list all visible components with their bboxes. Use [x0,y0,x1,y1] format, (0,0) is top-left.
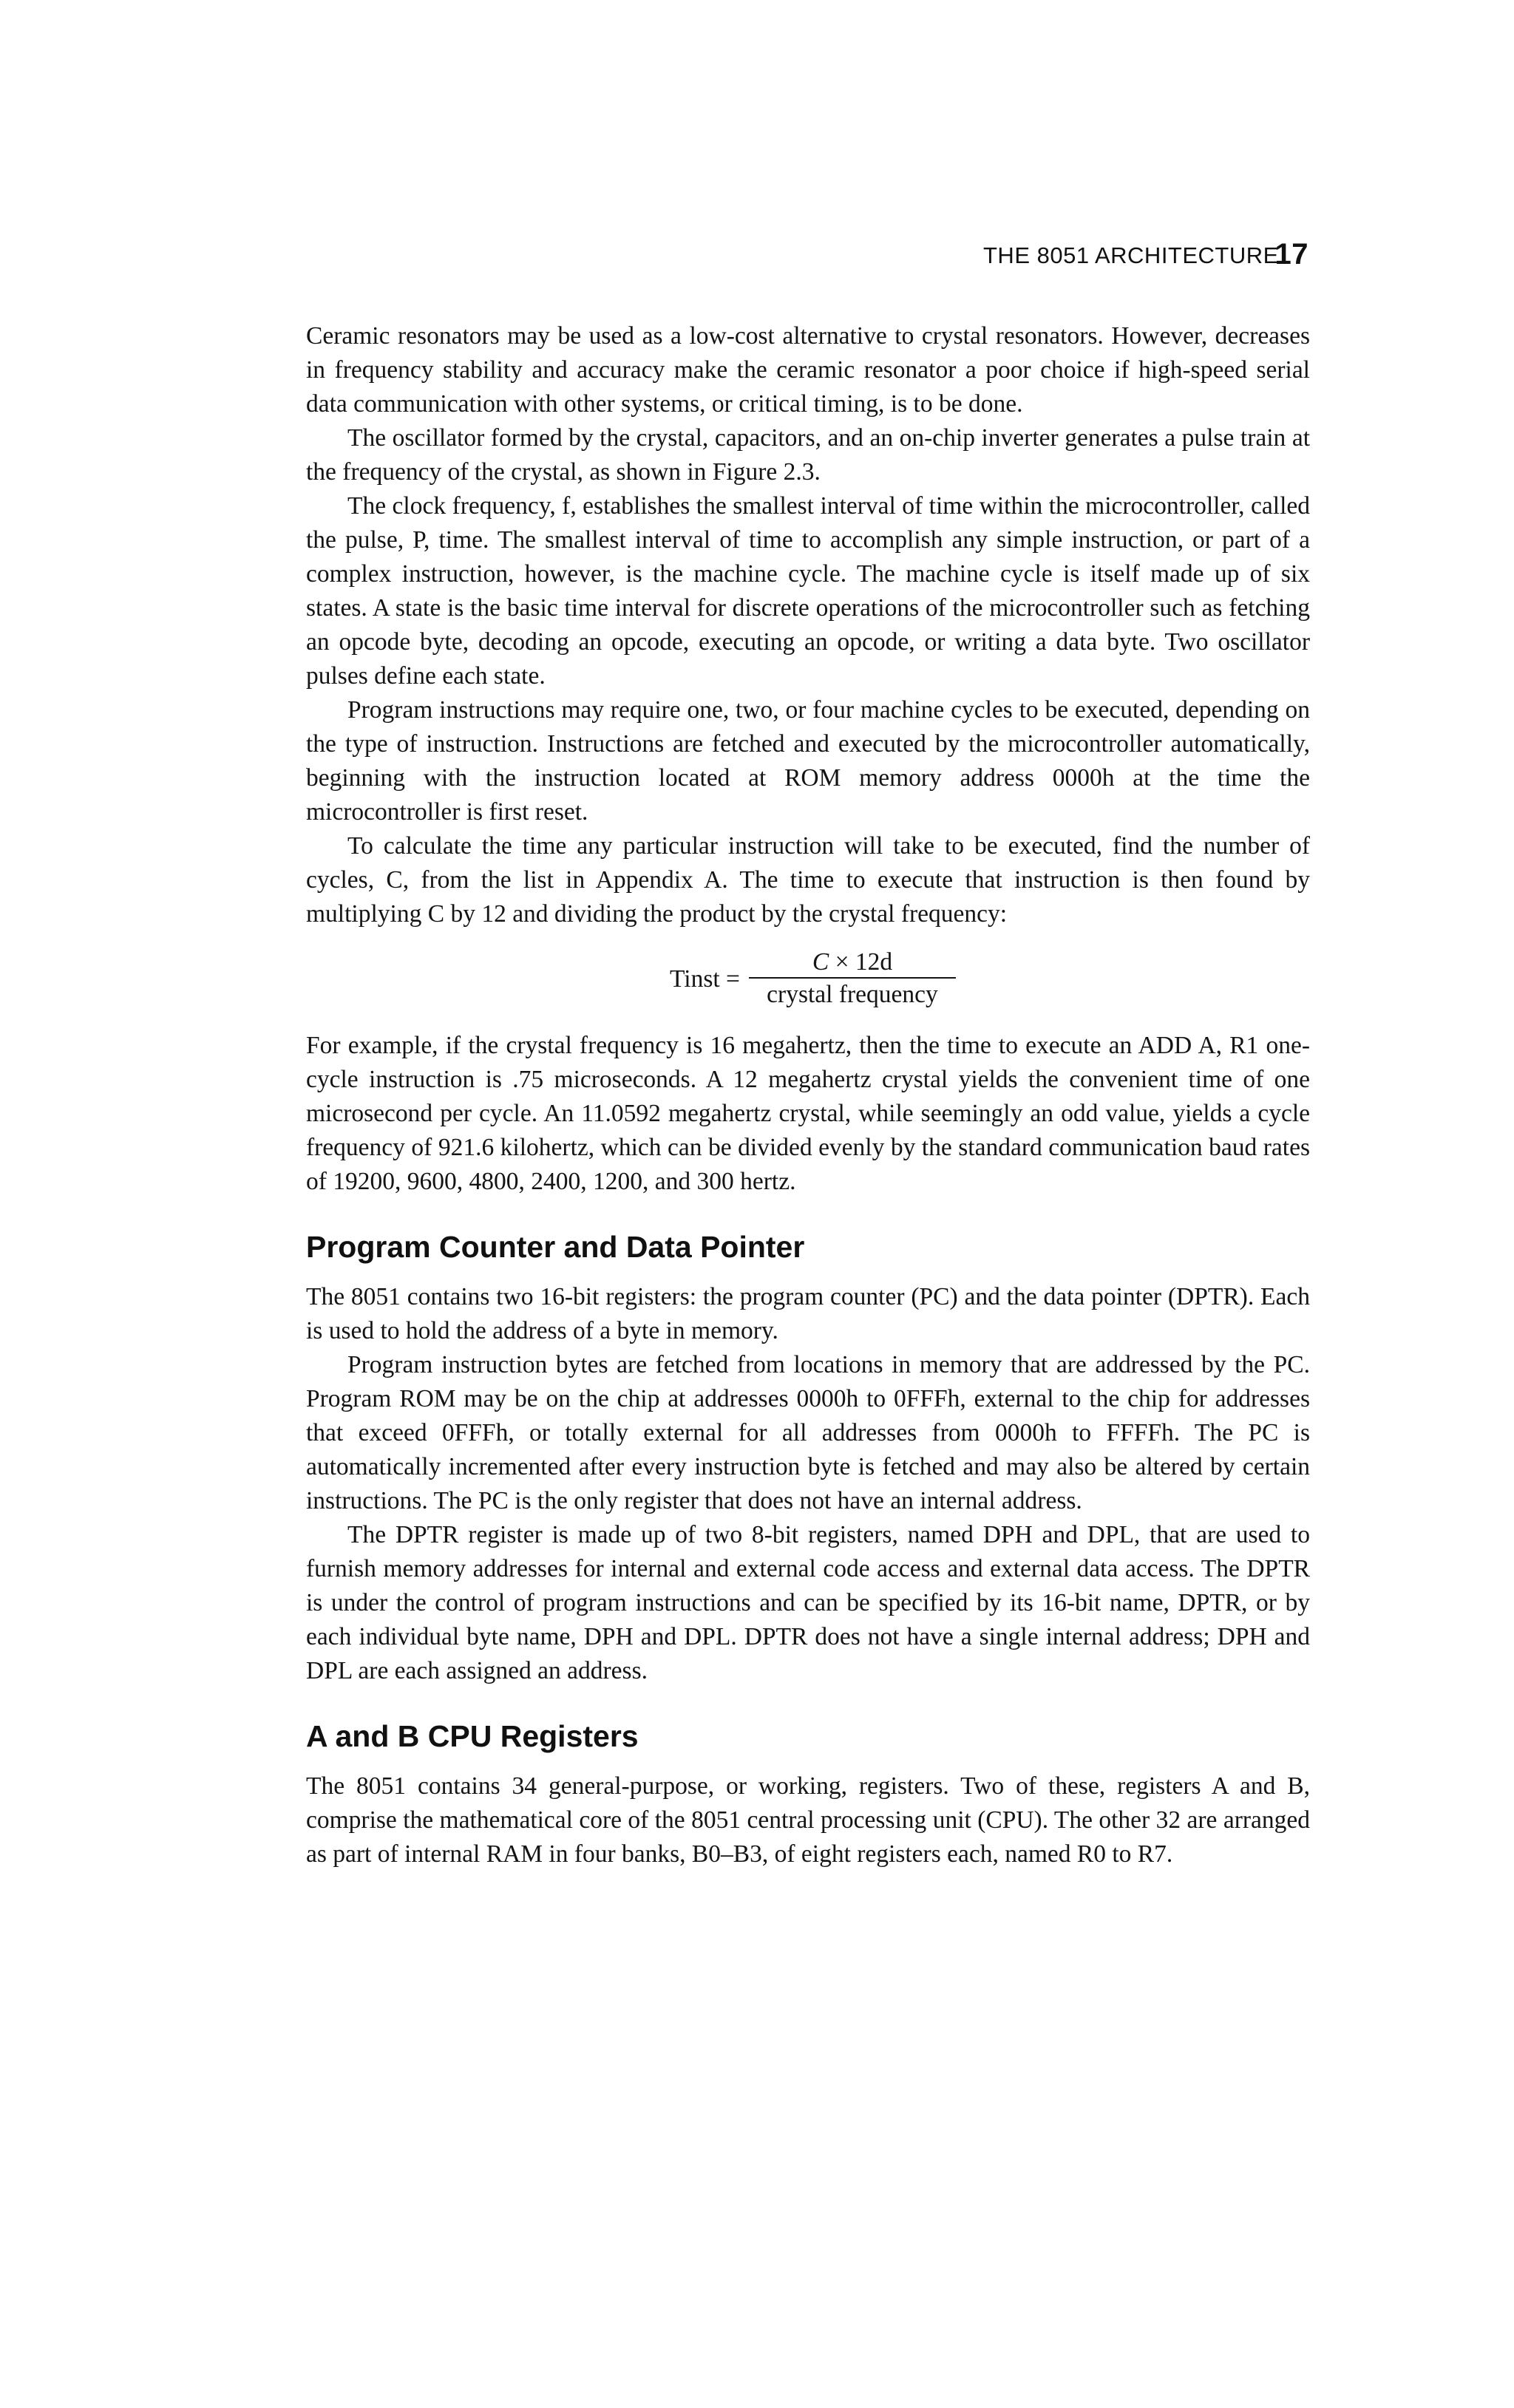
page-number: 17 [1274,238,1308,271]
paragraph-ceramic-resonators: Ceramic resonators may be used as a low-cost alternative to crystal resonators. However, decreases in frequency stability and accuracy make the ceramic resonator a poor choice if high-speed serial data communication with other systems, or critical timing, is to be done. [306,322,1310,418]
body-text [306,319,1310,1871]
equation-numerator [807,948,898,977]
equation-denominator: crystal frequency [767,981,938,1008]
paragraph-ab-registers: The 8051 contains 34 general-purpose, or working, registers. Two of these, registers A and B, comprise the mathematical core of the 8051 central processing unit (CPU). The other 32 are arranged as part of internal RAM in four banks, B0–B3, of eight registers each, named R0 to R7. [306,1772,1310,1868]
heading-program-counter-data-pointer: Program Counter and Data Pointer [306,1230,805,1264]
equation-lhs: Tinst = [670,965,740,993]
paragraph-clock-frequency: The clock frequency, f, establishes the smallest interval of time within the microcontroller, called the pulse, P, time. The smallest interval of time to accomplish any simple instruction, or part of a complex instruction, however, is the machine cycle. The machine cycle is itself made up of six states. A state is the basic time interval for discrete operations of the microcontroller such as fetching an opcode byte, decoding an opcode, executing an opcode, or writing a data byte. Two oscillator pulses define each state. [306,492,1310,690]
paragraph-pc-fetch: Program instruction bytes are fetched from locations in memory that are addressed by the PC. Program ROM may be on the chip at addresses 0000h to 0FFFh, external to the chip for addresses that exceed 0FFFh, or totally external for all addresses from 0000h to FFFFh. The PC is automatically incremented after every instruction byte is fetched and may also be altered by certain instructions. The PC is the only register that does not have an internal address. [306,1351,1310,1514]
equation-numerator-variable: C [812,948,829,976]
paragraph-program-instructions: Program instructions may require one, two, or four machine cycles to be executed, depending on the type of instruction. Instructions are fetched and executed by the microcontroller automatically, beginning with the instruction located at ROM memory address 0000h at the time the microcontroller is first reset. [306,696,1310,826]
paragraph-example: For example, if the crystal frequency is 16 megahertz, then the time to execute an ADD A, R1 one-cycle instruction is .75 microseconds. A 12 megahertz crystal yields the convenient time of one microsecond per cycle. An 11.0592 megahertz crystal, while seemingly an odd value, yields a cycle frequency of 921.6 kilohertz, which can be divided evenly by the standard communication baud rates of 19200, 9600, 4800, 2400, 1200, and 300 hertz. [306,1032,1310,1195]
paragraph-dptr: The DPTR register is made up of two 8-bit registers, named DPH and DPL, that are used to furnish memory addresses for internal and external code access and external data access. The DPTR is under the control of program instructions and can be specified by its 16-bit name, DPTR, or by each individual byte name, DPH and DPL. DPTR does not have a single internal address; DPH and DPL are each assigned an address. [306,1521,1310,1684]
running-head [983,238,1308,271]
running-head-title: THE 8051 ARCHITECTURE [983,242,1279,268]
equation-fraction [749,948,956,1011]
paragraph-calculate-time: To calculate the time any particular instruction will take to be executed, find the number of cycles, C, from the list in Appendix A. The time to execute that instruction is then found by multiplying C by 12 and dividing the product by the crystal frequency: [306,832,1310,928]
paragraph-oscillator: The oscillator formed by the crystal, capacitors, and an on-chip inverter generates a pulse train at the frequency of the crystal, as shown in Figure 2.3. [306,424,1310,486]
tinst-equation [306,945,1310,1014]
equation-numerator-rest: × 12d [829,948,893,976]
heading-a-b-cpu-registers: A and B CPU Registers [306,1719,639,1753]
paragraph-pc-dptr-intro: The 8051 contains two 16-bit registers: the program counter (PC) and the data pointer (DPTR). Each is used to hold the address of a byte in memory. [306,1283,1310,1344]
